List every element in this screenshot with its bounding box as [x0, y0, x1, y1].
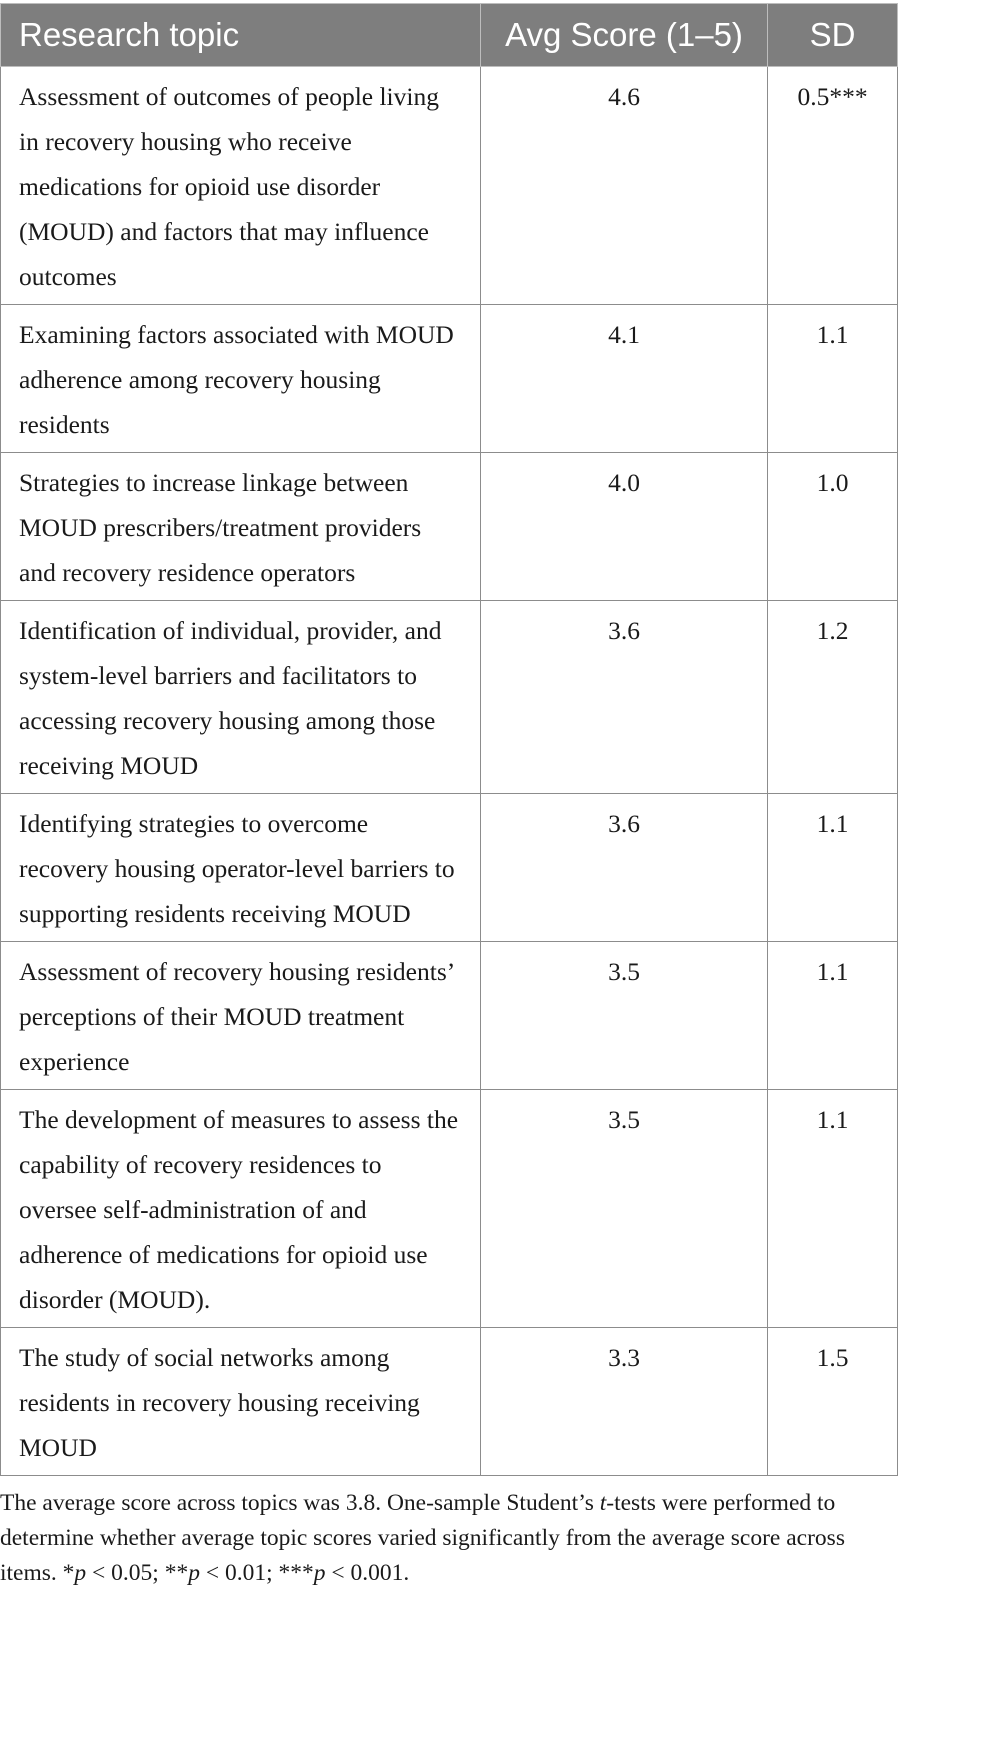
topic-cell: The study of social networks among residents in recovery housing receiving MOUD	[1, 1328, 481, 1476]
table-header-row	[1, 4, 898, 67]
avg-score-cell: 3.3	[481, 1328, 768, 1476]
footnote-text-4: < 0.01; ***	[199, 1560, 314, 1586]
avg-score-cell: 3.5	[481, 942, 768, 1090]
avg-score-cell: 4.1	[481, 305, 768, 453]
table-row	[1, 67, 898, 305]
footnote-p-italic-2: p	[188, 1560, 200, 1586]
footnote-t-italic: t	[599, 1490, 607, 1516]
sd-cell: 1.1	[768, 1090, 898, 1328]
header-avg-score: Avg Score (1–5)	[481, 4, 768, 67]
footnote-text-5: < 0.001.	[325, 1560, 410, 1586]
sd-cell: 1.2	[768, 601, 898, 794]
topic-cell: Strategies to increase linkage between MOUD prescribers/treatment providers and recovery residence operators	[1, 453, 481, 601]
sd-cell: 0.5***	[768, 67, 898, 305]
avg-score-cell: 4.0	[481, 453, 768, 601]
avg-score-cell: 3.6	[481, 794, 768, 942]
header-sd: SD	[768, 4, 898, 67]
table-row	[1, 1328, 898, 1476]
table-row	[1, 942, 898, 1090]
topic-cell: Examining factors associated with MOUD adherence among recovery housing residents	[1, 305, 481, 453]
sd-cell: 1.5	[768, 1328, 898, 1476]
avg-score-cell: 4.6	[481, 67, 768, 305]
table-row	[1, 794, 898, 942]
table-footnote	[0, 1486, 897, 1591]
sd-cell: 1.1	[768, 794, 898, 942]
avg-score-cell: 3.6	[481, 601, 768, 794]
footnote-p-italic-1: p	[74, 1560, 87, 1586]
topic-cell: Identification of individual, provider, and system-level barriers and facilitators to accessing recovery housing among those receiving MOUD	[1, 601, 481, 794]
topic-cell: Assessment of outcomes of people living in recovery housing who receive medications for opioid use disorder (MOUD) and factors that may influence outcomes	[1, 67, 481, 305]
table-row	[1, 305, 898, 453]
footnote-text-2: -tests were performed to determine whether average topic scores varied significantly from the average score across items. *	[0, 1490, 845, 1586]
sd-cell: 1.1	[768, 305, 898, 453]
footnote-p-italic-3: p	[313, 1560, 326, 1586]
sd-cell: 1.0	[768, 453, 898, 601]
footnote-text-1: The average score across topics was 3.8. One-sample Student’s	[0, 1490, 600, 1516]
topic-cell: Assessment of recovery housing residents’ perceptions of their MOUD treatment experience	[1, 942, 481, 1090]
sd-cell: 1.1	[768, 942, 898, 1090]
table-row	[1, 1090, 898, 1328]
footnote-text-3: < 0.05; **	[86, 1560, 189, 1586]
topic-cell: Identifying strategies to overcome recovery housing operator-level barriers to supporting residents receiving MOUD	[1, 794, 481, 942]
topic-cell: The development of measures to assess the capability of recovery residences to oversee self-administration of and adherence of medications for opioid use disorder (MOUD).	[1, 1090, 481, 1328]
research-topics-table	[0, 3, 898, 1476]
avg-score-cell: 3.5	[481, 1090, 768, 1328]
table-row	[1, 601, 898, 794]
table-row	[1, 453, 898, 601]
table-container	[0, 3, 897, 1591]
header-research-topic: Research topic	[1, 4, 481, 67]
